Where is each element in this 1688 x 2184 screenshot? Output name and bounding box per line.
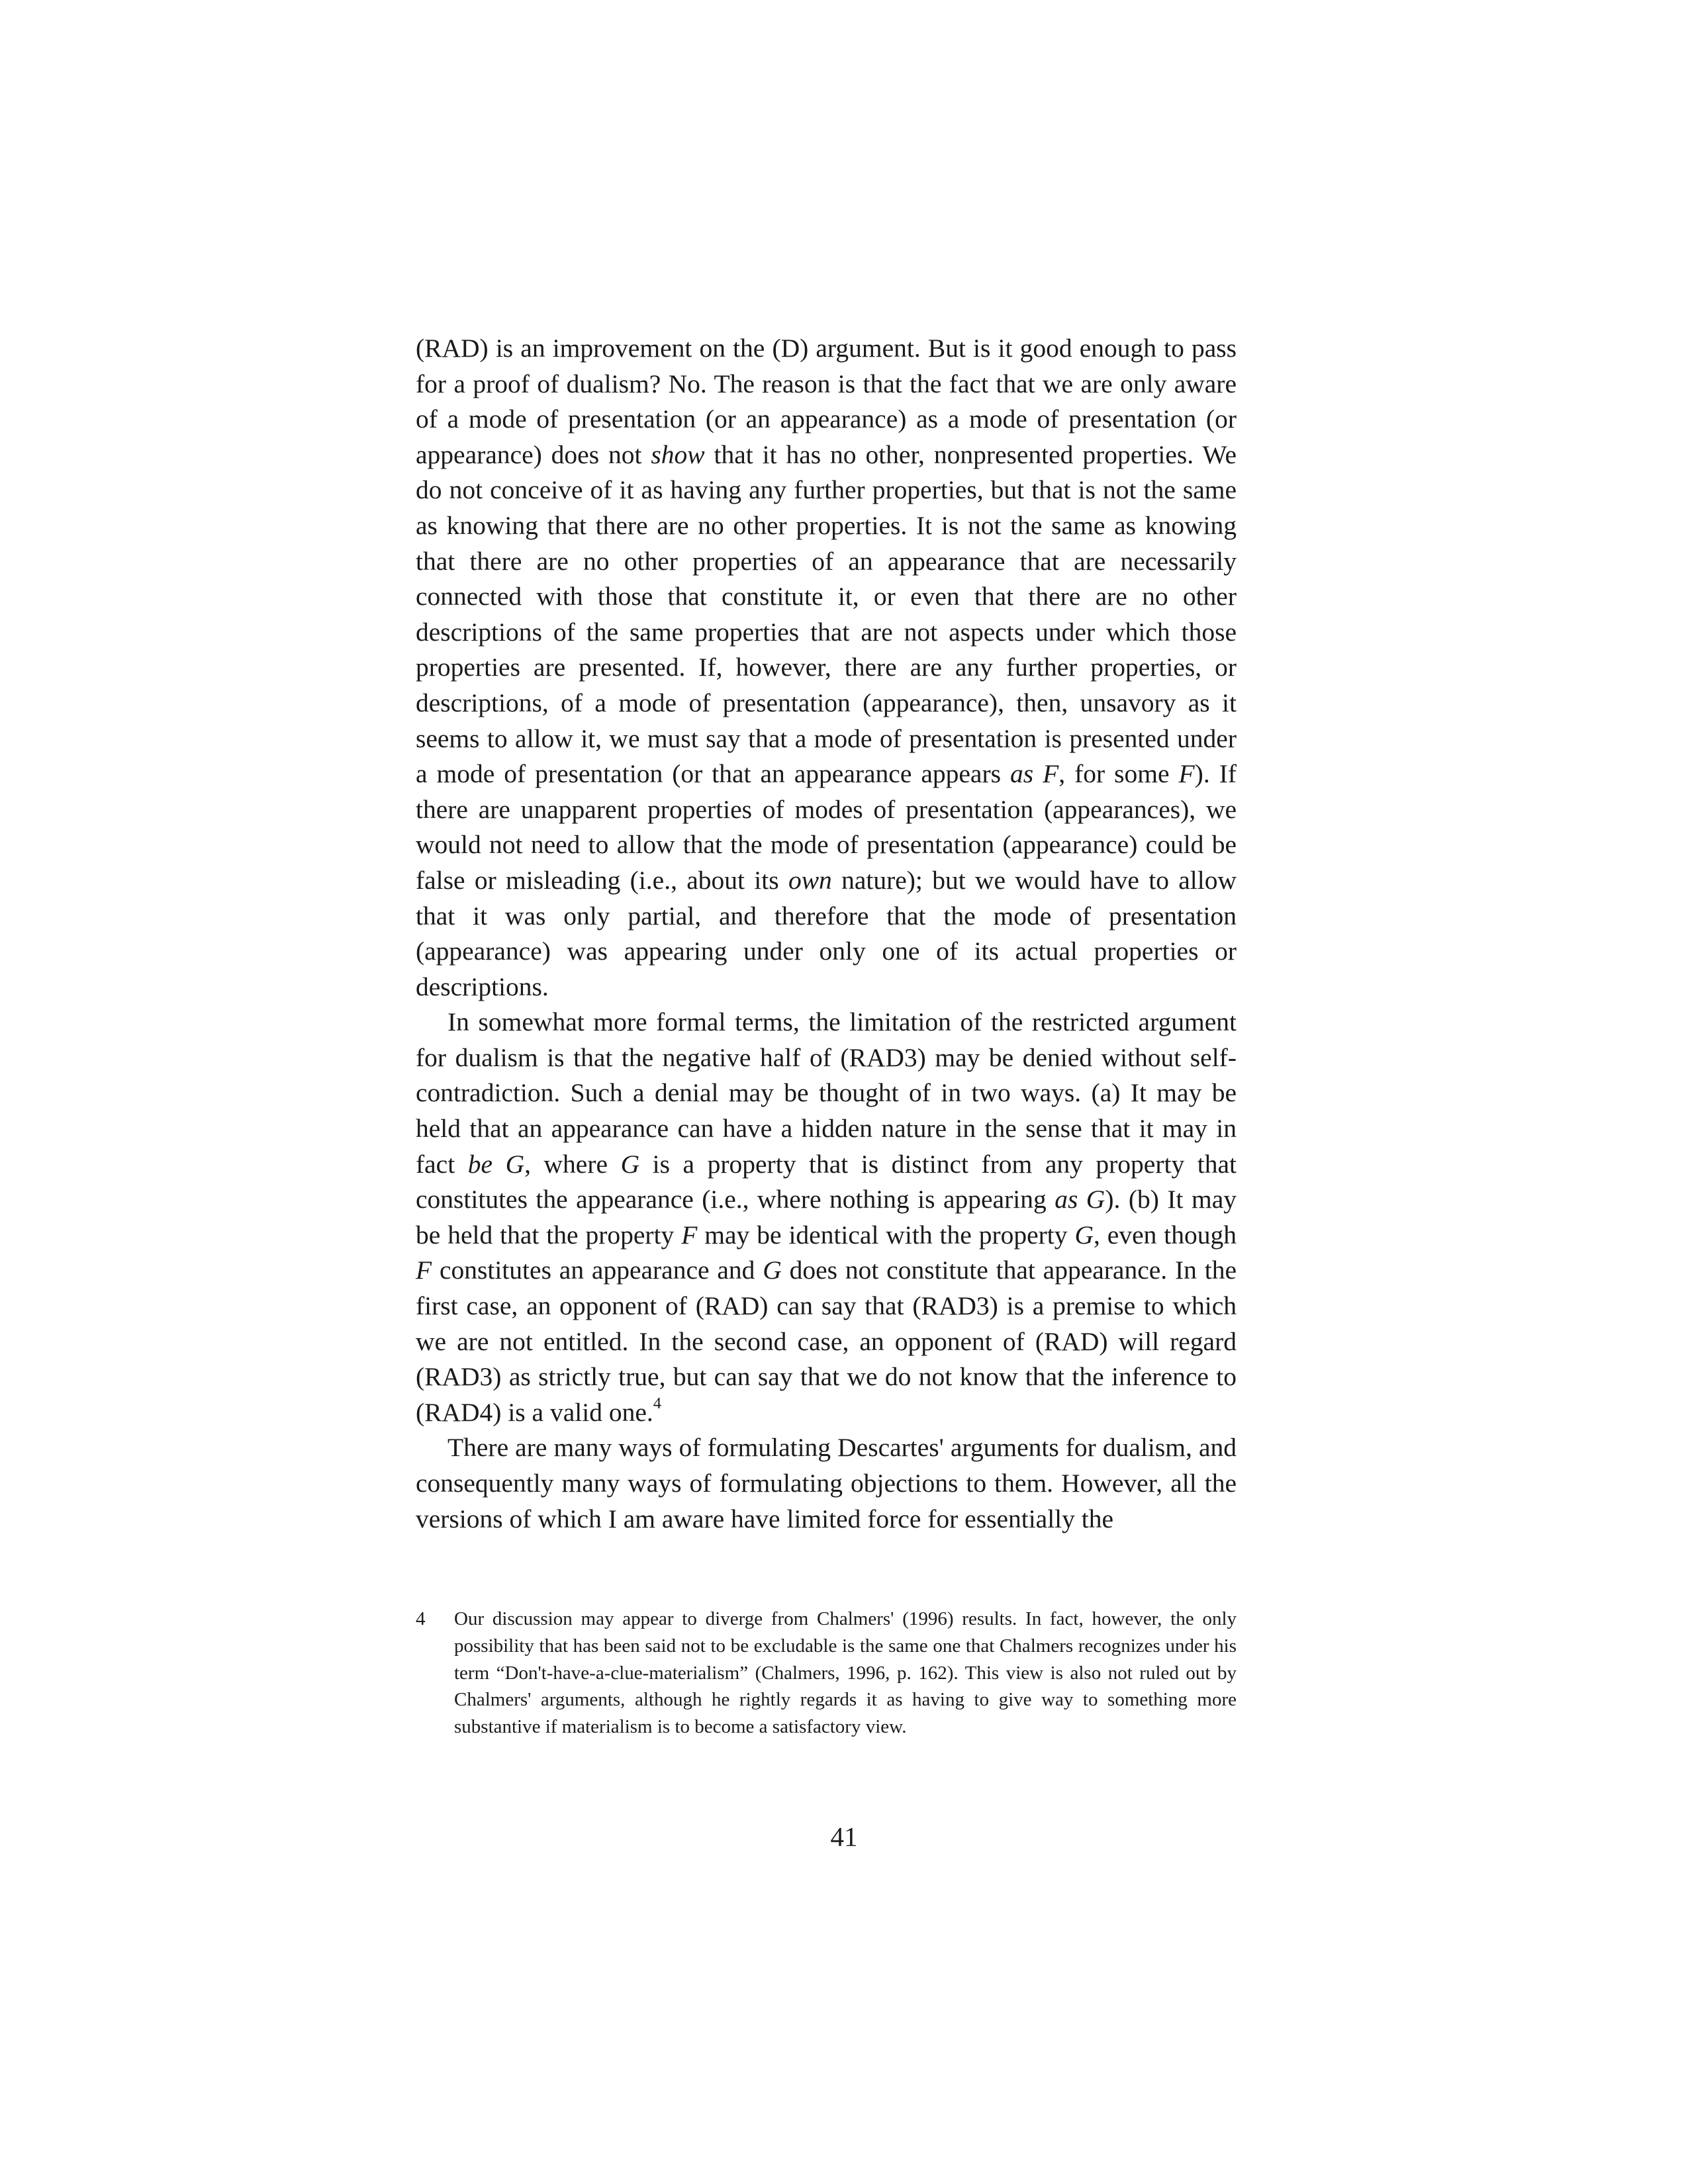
text-run: ). If there are unapparent properties of modes of presentation (appearances), we would not need to allow that the mode of presentation (appearance) could be false or misleading (i.e., about its bbox=[416, 759, 1237, 895]
italic-run: own bbox=[788, 865, 832, 895]
text-run: (RAD) is an improvement on the (D) argument. But is it good enough to pass for a proof of dualism? No. The reason is that the fact that we are only aware of a mode of presentation (or an appearance) as a mode of presentation (or appearance) does not bbox=[416, 334, 1237, 469]
main-text bbox=[416, 331, 1237, 1537]
text-run: may be identical with the property bbox=[697, 1220, 1075, 1250]
footnote-marker: 4 bbox=[653, 1394, 661, 1412]
text-run: does not constitute that appearance. In the first case, an opponent of (RAD) can say that (RAD3) is a premise to which we are not entitled. In the second case, an opponent of (RAD) will regard (RAD3) as strictly true, but can say that we do not know that the inference to (RAD4) is a valid one. bbox=[416, 1255, 1237, 1427]
text-run: ). (b) It may be held that the property bbox=[416, 1185, 1237, 1250]
paragraph bbox=[416, 331, 1237, 1005]
footnote-number: 4 bbox=[416, 1608, 426, 1629]
paragraph bbox=[416, 1005, 1237, 1430]
text-run: , even though bbox=[1093, 1220, 1237, 1250]
page-number: 41 bbox=[830, 1821, 858, 1852]
italic-run: as G bbox=[1055, 1185, 1105, 1214]
text-run: In somewhat more formal terms, the limitation of the restricted argument for dualism is that the negative half of (RAD3) may be denied without self-contradiction. Such a denial may be thought of in two ways. (a) It may be held that an appearance can have a hidden nature in the sense that it may in fact bbox=[416, 1007, 1237, 1179]
italic-run: F bbox=[1178, 759, 1195, 789]
italic-run: as F bbox=[1009, 759, 1059, 789]
text-run: , where bbox=[524, 1149, 621, 1179]
text-run: that it has no other, nonpresented properties. We do not conceive of it as having any further properties, but that is not the same as knowing that there are no other properties. It is not the same as knowing that there are no other properties of an appearance that are necessarily connected with those that constitute it, or even that there are no other descriptions of the same properties that are not aspects under which those properties are presented. If, however, there are any further properties, or descriptions, of a mode of presentation (appearance), then, unsavory as it seems to allow it, we must say that a mode of presentation is presented under a mode of presentation (or that an appearance appears bbox=[416, 439, 1237, 789]
italic-run: show bbox=[651, 439, 705, 469]
text-run: There are many ways of formulating Descartes' arguments for dualism, and consequently many ways of formulating objections to them. However, all the versions of which I am aware have limited force for essentially the bbox=[416, 1433, 1237, 1533]
text-run: nature); but we would have to allow that it was only partial, and therefore that the mode of presentation (appearance) was appearing under only one of its actual properties or descriptions. bbox=[416, 865, 1237, 1001]
footnote bbox=[416, 1606, 1237, 1741]
italic-run: be G bbox=[467, 1149, 525, 1179]
paragraph bbox=[416, 1430, 1237, 1537]
text-run: is a property that is distinct from any property that constitutes the appearance (i.e., where nothing is appearing bbox=[416, 1149, 1237, 1214]
italic-run: G bbox=[1074, 1220, 1094, 1250]
italic-run: G bbox=[620, 1149, 640, 1179]
text-run: , for some bbox=[1058, 759, 1179, 789]
footnotes bbox=[416, 1606, 1237, 1741]
text-run: constitutes an appearance and bbox=[432, 1255, 763, 1285]
italic-run: G bbox=[763, 1255, 782, 1285]
italic-run: F bbox=[416, 1255, 432, 1285]
footnote-text: Our discussion may appear to diverge from Chalmers' (1996) results. In fact, however, the only possibility that has been said not to be excludable is the same one that Chalmers recognizes under his term “Don't-have-a-clue-materialism” (Chalmers, 1996, p. 162). This view is also not ruled out by Chalmers' arguments, although he rightly regards it as having to give way to something more substantive if materialism is to become a satisfactory view. bbox=[454, 1608, 1237, 1738]
italic-run: F bbox=[681, 1220, 698, 1250]
